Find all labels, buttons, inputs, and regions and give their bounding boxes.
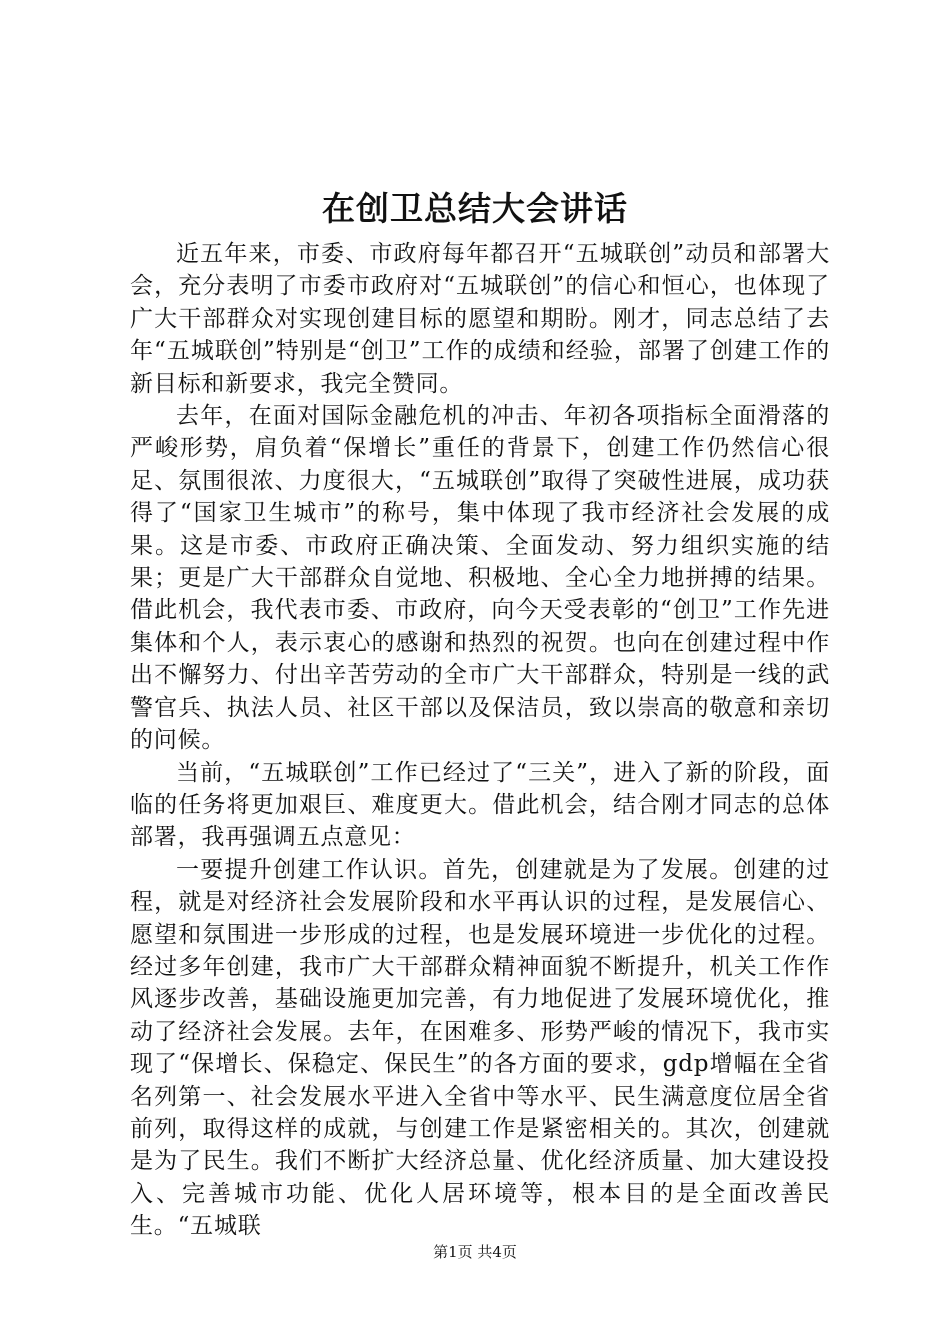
document-body — [130, 238, 830, 1243]
document-title: 在创卫总结大会讲话 — [322, 189, 628, 228]
paragraph-3: 当前，“五城联创”工作已经过了“三关”，进入了新的阶段，面临的任务将更加艰巨、难度更大。借此机会，结合刚才同志的总体部署，我再强调五点意见： — [130, 759, 830, 851]
paragraph-2: 去年，在面对国际金融危机的冲击、年初各项指标全面滑落的严峻形势，肩负着“保增长”重任的背景下，创建工作仍然信心很足、氛围很浓、力度很大，“五城联创”取得了突破性进展，成功获得了“国家卫生城市”的称号，集中体现了我市经济社会发展的成果。这是市委、市政府正确决策、全面发动、努力组织实施的结果；更是广大干部群众自觉地、积极地、全心全力地拼搏的结果。借此机会，我代表市委、市政府，向今天受表彰的“创卫”工作先进集体和个人，表示衷心的感谢和热烈的祝贺。也向在创建过程中作出不懈努力、付出辛苦劳动的全市广大干部群众，特别是一线的武警官兵、执法人员、社区干部以及保洁员，致以崇高的敬意和亲切的问候。 — [130, 403, 830, 754]
page-footer: 第1页 共4页 — [433, 1243, 517, 1261]
paragraph-4: 一要提升创建工作认识。首先，创建就是为了发展。创建的过程，就是对经济社会发展阶段和水平再认识的过程，是发展信心、愿望和氛围进一步形成的过程，也是发展环境进一步优化的过程。经过多年创建，我市广大干部群众精神面貌不断提升，机关工作作风逐步改善，基础设施更加完善，有力地促进了发展环境优化，推动了经济社会发展。去年，在困难多、形势严峻的情况下，我市实现了“保增长、保稳定、保民生”的各方面的要求，gdp增幅在全省名列第一、社会发展水平进入全省中等水平、民生满意度位居全省前列，取得这样的成就，与创建工作是紧密相关的。其次，创建就是为了民生。我们不断扩大经济总量、优化经济质量、加大建设投入、完善城市功能、优化人居环境等，根本目的是全面改善民生。“五城联 — [130, 856, 830, 1240]
paragraph-1: 近五年来，市委、市政府每年都召开“五城联创”动员和部署大会，充分表明了市委市政府对“五城联创”的信心和恒心，也体现了广大干部群众对实现创建目标的愿望和期盼。刚才，同志总结了去年“五城联创”特别是“创卫”工作的成绩和经验，部署了创建工作的新目标和新要求，我完全赞同。 — [130, 241, 830, 397]
